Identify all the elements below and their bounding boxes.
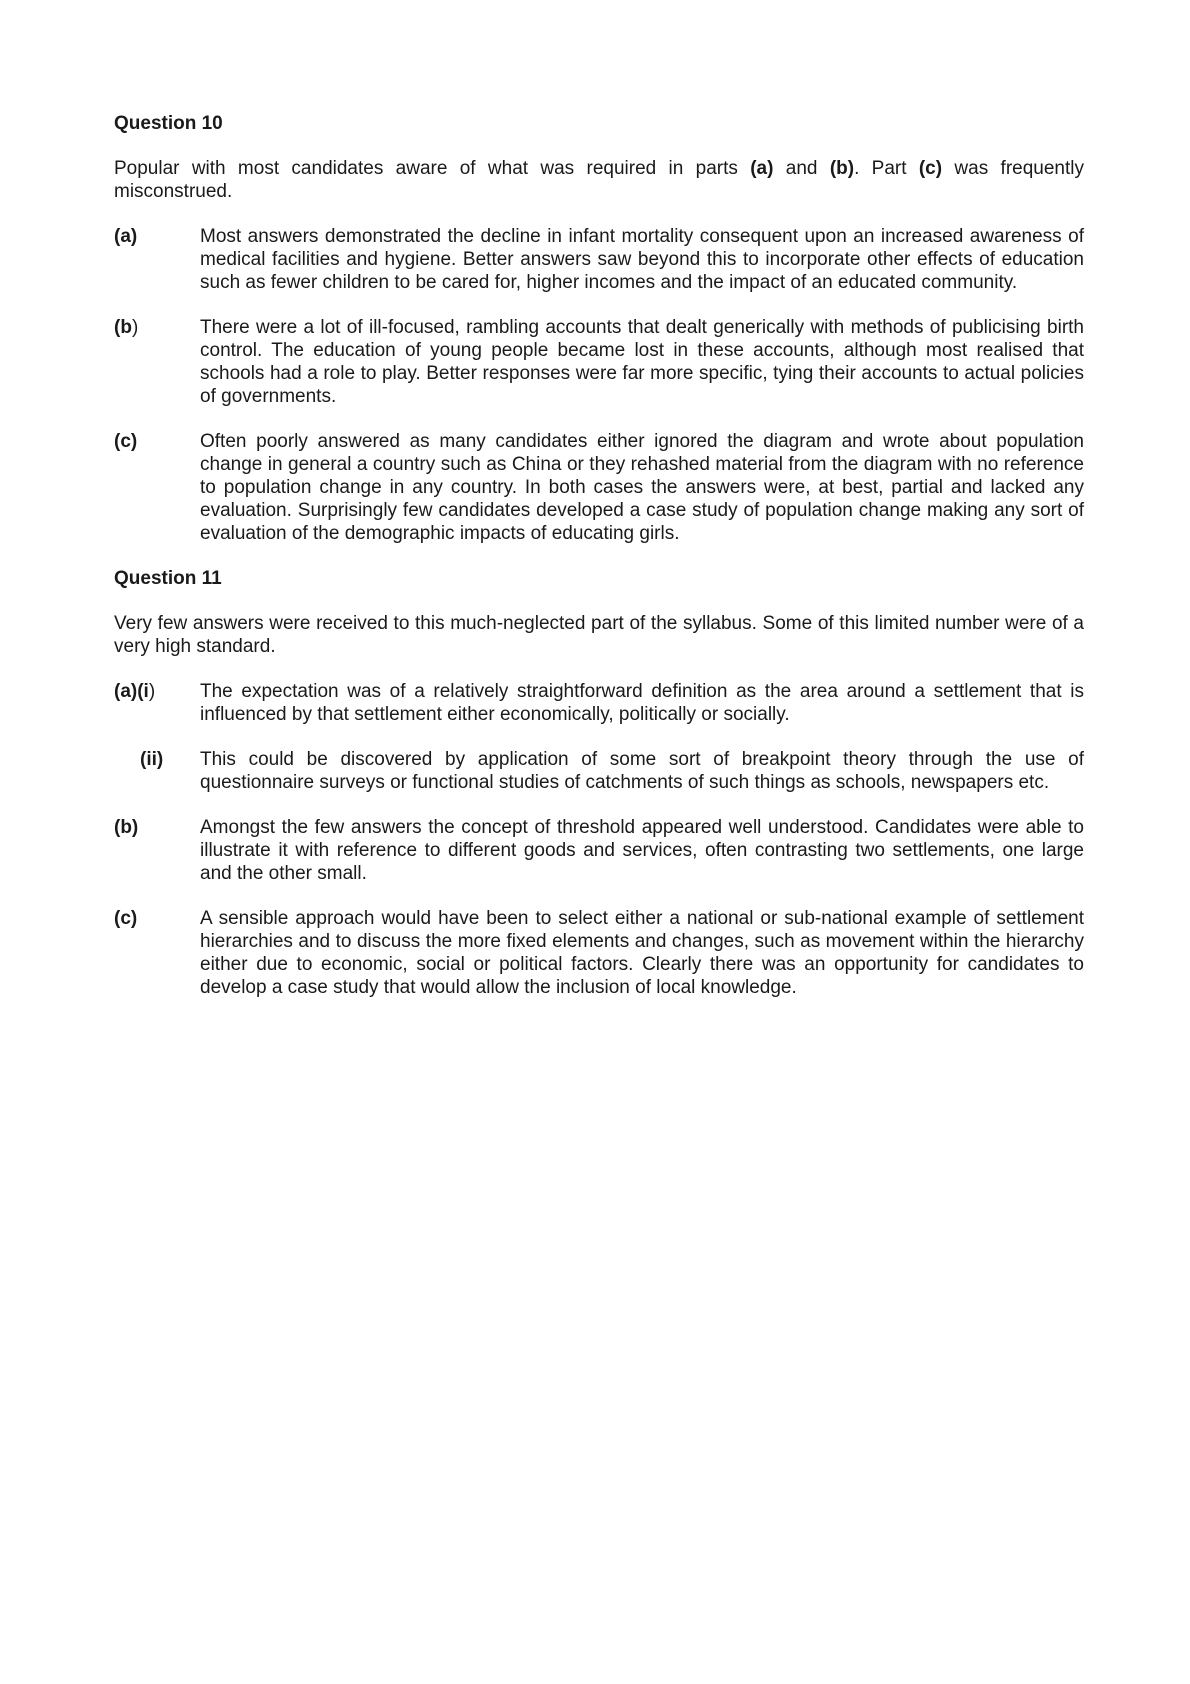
q11-part-c bbox=[114, 907, 1084, 999]
intro-text: was frequently misconstrued. bbox=[114, 158, 1084, 202]
q10-part-b bbox=[114, 316, 1084, 408]
part-label-bold: (a)(i bbox=[114, 681, 149, 702]
part-label bbox=[114, 430, 200, 545]
part-label bbox=[114, 907, 200, 999]
part-label bbox=[114, 748, 200, 794]
q11-part-b bbox=[114, 816, 1084, 885]
part-label-plain: ) bbox=[131, 317, 139, 338]
part-label-bold: (ii) bbox=[140, 749, 164, 770]
part-text: There were a lot of ill-focused, rambling accounts that dealt generically with methods of publicising birth control. The education of young people became lost in these accounts, although most realised that schools had a role to play. Better responses were far more specific, tying their accounts to actual policies of governments. bbox=[200, 317, 1084, 407]
part-label-plain: ) bbox=[148, 681, 156, 702]
intro-text: and bbox=[773, 158, 830, 179]
q11-part-a-i bbox=[114, 680, 1084, 726]
part-text: Most answers demonstrated the decline in infant mortality consequent upon an increased awareness of medical facilities and hygiene. Better answers saw beyond this to incorporate other effects of education such as fewer children to be cared for, higher incomes and the impact of an educated community. bbox=[200, 226, 1084, 293]
part-label bbox=[114, 680, 200, 726]
part-label-bold: (b bbox=[114, 317, 132, 338]
question-10-heading: Question 10 bbox=[114, 113, 223, 134]
part-text: Amongst the few answers the concept of threshold appeared well understood. Candidates were able to illustrate it with reference to different goods and services, often contrasting two settlements, one large and the other small. bbox=[200, 817, 1084, 884]
part-text: This could be discovered by application of some sort of breakpoint theory through the use of questionnaire surveys or functional studies of catchments of such things as schools, newspapers etc. bbox=[200, 749, 1084, 793]
part-label-bold: (c) bbox=[114, 431, 138, 452]
question-11-intro: Very few answers were received to this much-neglected part of the syllabus. Some of this limited number were of a very high standard. bbox=[114, 613, 1084, 657]
part-label-bold: (a) bbox=[114, 226, 138, 247]
intro-part-c: (c) bbox=[918, 158, 943, 179]
intro-text: Popular with most candidates aware of what was required in parts bbox=[114, 158, 751, 179]
question-10-intro bbox=[114, 157, 1084, 203]
part-label-bold: (c) bbox=[114, 908, 138, 929]
q10-part-c bbox=[114, 430, 1084, 545]
part-label bbox=[114, 816, 200, 885]
question-11-heading: Question 11 bbox=[114, 568, 222, 589]
intro-text: . Part bbox=[854, 158, 919, 179]
part-label bbox=[114, 225, 200, 294]
part-label bbox=[114, 316, 200, 408]
q10-part-a bbox=[114, 225, 1084, 294]
part-label-bold: (b) bbox=[114, 817, 139, 838]
intro-part-a: (a) bbox=[750, 158, 774, 179]
part-text: A sensible approach would have been to select either a national or sub-national example of settlement hierarchies and to discuss the more fixed elements and changes, such as movement within the hierarchy either due to economic, social or political factors. Clearly there was an opportunity for candidates to develop a case study that would allow the inclusion of local knowledge. bbox=[200, 908, 1084, 998]
q11-part-a-ii bbox=[114, 748, 1084, 794]
part-text: Often poorly answered as many candidates either ignored the diagram and wrote about population change in general a country such as China or they rehashed material from the diagram with no reference to population change in any country. In both cases the answers were, at best, partial and lacked any evaluation. Surprisingly few candidates developed a case study of population change making any sort of evaluation of the demographic impacts of educating girls. bbox=[200, 431, 1084, 544]
part-text: The expectation was of a relatively straightforward definition as the area around a settlement that is influenced by that settlement either economically, politically or socially. bbox=[200, 681, 1084, 725]
document-page bbox=[114, 112, 1084, 1021]
intro-part-b: (b) bbox=[829, 158, 855, 179]
